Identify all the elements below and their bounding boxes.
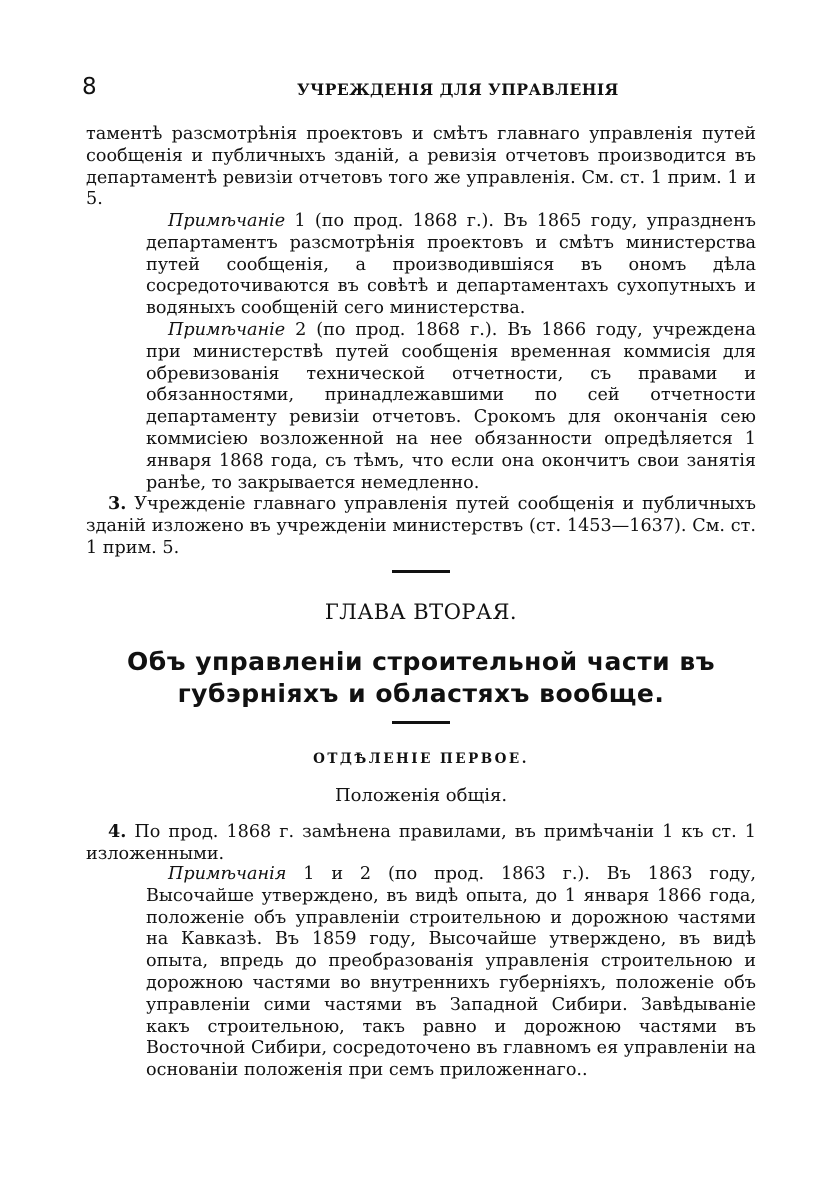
running-head: УЧРЕЖДЕНІЯ ДЛЯ УПРАВЛЕНІЯ [297,80,619,99]
paragraph-continuation: таментѣ разсмотрѣнія проектовъ и смѣтъ главнаго управленія путей сообщенія и публичныхъ зданій, а ревизія отчетовъ производится въ департаментѣ ревизіи отчетовъ того же управленія. См. ст. 1 прим. 1 и 5. [86,124,756,210]
chapter-title: ГЛАВА ВТОРАЯ. [324,600,518,624]
notes-1-2-text: 1 и 2 (по прод. 1863 г.). Въ 1863 году, Высочайше утверждено, въ видѣ опыта, до 1 января 1866 года, положеніе объ управленіи строительною и дорожною частями на Кавказѣ. Въ 1859 году, Высочайше утверждено, въ видѣ опыта, впредь до преобразованія управленія строительною и дорожною частями во внутреннихъ губерніяхъ, положеніе объ управленіи сими частями въ Западной Сибири. Завѣдываніе какъ строительною, такъ равно и дорожною частями въ Восточной Сибири, сосредоточено въ главномъ ея управленіи на основаніи положенія при семъ приложеннаго.. [146,864,756,1081]
note-2-label: Примѣчаніе [168,320,286,340]
notes-1-2 [146,864,756,1082]
page-number: 8 [82,74,97,100]
note-2-text: 2 (по прод. 1868 г.). Въ 1866 году, учреждена при министерствѣ путей сообщенія временная коммисія для обревизованія технической отчетности, съ правами и обязанностями, принадлежавшими по сей отчетности департаменту ревизіи отчетовъ. Срокомъ для окончанія сею коммисіею возложенной на нее обязанности опредѣляется 1 января 1868 года, съ тѣмъ, что если она окончитъ свои занятія ранѣе, то закрывается немедленно. [146,320,756,493]
article-4-text: По прод. 1868 г. замѣнена правилами, въ примѣчаніи 1 къ ст. 1 изложенными. [86,822,756,864]
subheading: Положенія общія. [334,785,508,806]
notes-1-2-label: Примѣчанія [168,864,287,884]
section-title: Объ управленіи строительной части въ губэрніяхъ и областяхъ вообще. [127,647,715,708]
article-3 [86,493,756,559]
note-2 [146,320,756,494]
note-1-label: Примѣчаніе [168,211,286,231]
note-1-text: 1 (по прод. 1868 г.). Въ 1865 году, упраздненъ департаментъ разсмотрѣнія проектовъ и смѣтъ министерства путей сообщенія, а производившіяся въ ономъ дѣла сосредоточиваются въ совѣтѣ и департаментахъ сухопутныхъ и водяныхъ сообщеній сего министерства. [146,211,756,319]
note-1 [146,211,756,320]
article-4 [86,821,756,866]
article-4-number: 4. [108,821,127,842]
page-header [82,74,756,104]
article-3-number: 3. [108,493,127,514]
separator-rule [392,570,450,573]
article-3-text: Учрежденіе главнаго управленія путей сообщенія и публичныхъ зданій изложено въ учрежденіи министерствъ (ст. 1453—1637). См. ст. 1 прим. 5. [86,494,756,558]
separator-rule [392,721,450,724]
division-title: ОТДѢЛЕНІЕ ПЕРВОЕ. [313,751,529,767]
